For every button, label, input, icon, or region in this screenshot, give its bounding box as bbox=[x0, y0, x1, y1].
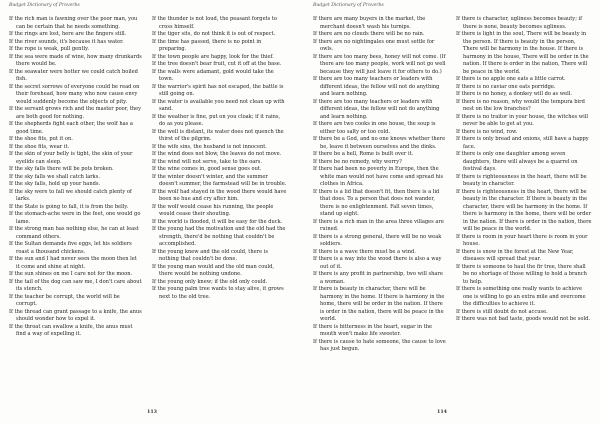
proverb-entry: If there is character, ugliness becomes beauty; if there is none, beauty becomes ugliness. bbox=[456, 16, 583, 30]
proverb-entry: If the skin of your belly is tight, the skin of your eyelids can sleep. bbox=[9, 151, 133, 165]
proverb-entry: If there are too many bees, honey will not come. (If there are too many people, work will not go well because they will just leave it for others to do.) bbox=[313, 53, 446, 75]
proverb-entry: If the young had the motivation and the old had the strength, there'd be nothing that couldn't be accomplished. bbox=[152, 226, 286, 247]
proverb-entry: If there is room in your heart there is room in your house. bbox=[456, 233, 588, 247]
proverb-entry: If the thunder is not loud, the peasant forgets to cross himself. bbox=[152, 16, 277, 30]
proverb-entry: If the wine comes in, good sense goes out. bbox=[152, 166, 262, 172]
proverb-entry: If the stomach-ache were in the feet, one would go lame. bbox=[9, 211, 141, 225]
proverb-entry: If there is righteousness in the heart, there will be beauty in the character. If there is beauty in the character, there will be harmony in the home. If there is harmony in the home, there will be order in the nation. If there is order in the nation, there will be peace in the world. bbox=[456, 188, 592, 232]
proverb-entry: If the young man would and the old man could, there would be nothing undone. bbox=[152, 263, 275, 277]
proverb-entry: If there is no traitor in your house, the witches will never be able to get at you. bbox=[456, 113, 588, 127]
proverb-entry: If there be a God, and no one knows whether there be, leave it between ourselves and the dinks. bbox=[313, 136, 446, 150]
proverb-entry: If there is only one daughter among seven daughters, there will always be a quarrel on festival days. bbox=[456, 151, 578, 172]
proverb-entry: If the shoe fits, wear it. bbox=[9, 143, 70, 150]
proverb-entry: If there is a lid that doesn't fit, then there is a lid that does. To a person that does not wander, there is no enlightenment. Fall seven times, stand up eight. bbox=[313, 188, 440, 217]
proverb-entry: If the sun shines on me I care not for the moon. bbox=[9, 271, 133, 277]
proverb-entry: If the secret sorrows of everyone could be read on their forehead, how many who now cause envy would suddenly become the objects of pity. bbox=[9, 83, 140, 105]
right-page bbox=[300, 0, 600, 424]
proverb-entry: If the wolf would cease his running, the people would cease their shouting. bbox=[152, 203, 274, 217]
proverb-entry: If there is no honey, a donkey will do as well. bbox=[456, 91, 573, 97]
proverb-entry: If there is a strong general, there will be no weak soldiers. bbox=[313, 233, 442, 247]
right-page-column-1 bbox=[313, 16, 446, 354]
proverb-entry: If the tiger sits, do not think it is out of respect. bbox=[152, 31, 276, 37]
left-page-column-2 bbox=[152, 16, 287, 301]
proverb-entry: If there is no apple one eats a little carrot. bbox=[456, 76, 566, 82]
proverb-entry: If the rich man is fawning over the poor man, you can be certain that he needs something. bbox=[9, 16, 138, 30]
proverb-entry: If the time has passed, there is no point in preparing. bbox=[152, 38, 262, 52]
left-page-column-1 bbox=[9, 16, 142, 339]
proverb-entry: If the sky falls, hold up your hands. bbox=[9, 181, 101, 187]
proverb-entry: If the seawater were hotter we could catch boiled fish. bbox=[9, 68, 138, 82]
proverb-entry: If the wolf had stayed in the wood there would have been no hue and cry after him. bbox=[152, 188, 287, 202]
proverb-entry: If there are too many teachers or leaders with different ideas, the fellow will not do anything and learn nothing. bbox=[313, 98, 440, 120]
proverb-entry: If the sun and I had never seen the moon then let it come and shine at night. bbox=[9, 256, 137, 270]
proverb-entry: If there be a hell, Rome is built over it. bbox=[313, 151, 414, 157]
proverb-entry: If there are many buyers in the market, the merchant doesn't wash his turnips. bbox=[313, 16, 426, 30]
proverb-entry: If the thread can grant passage to a knife, the anus should wonder how to expel it. bbox=[9, 308, 142, 322]
proverb-entry: If there is light in the soul, There will be beauty in the person. If there is beauty in the person, There will be harmony in the house. If there is harmony in the house, There will be order in the nation. If there is order in the nation, There will be peace in the world. bbox=[456, 31, 589, 75]
proverb-entry: If the winter doesn't winter, and the summer doesn't summer, the farmstead will be in trouble. bbox=[152, 173, 287, 187]
proverb-entry: If the walls were adamant, gold would take the town. bbox=[152, 68, 274, 82]
proverb-entry: If there is still doubt do not accuse. bbox=[456, 308, 548, 315]
proverb-entry: If the rope is weak, pull gently. bbox=[9, 46, 89, 52]
proverb-entry: If there is a way into the wood there is also a way out of it. bbox=[313, 256, 442, 270]
proverb-entry: If there are no clouds there will be no rain. bbox=[313, 31, 425, 37]
proverb-entry: If the Sultan demands five eggs, let his soldiers roast a thousand chickens. bbox=[9, 241, 132, 255]
proverb-entry: If there are two cooks in one house, the soup is either too salty or too cold. bbox=[313, 121, 436, 135]
proverb-entry: If there had been no poverty in Europe, then the white man would not have come and spread his clothes in Africa. bbox=[313, 166, 444, 187]
proverb-entry: If the young knew and the old could, there is nothing that couldn't be done. bbox=[152, 248, 268, 262]
right-page-column-2 bbox=[456, 16, 592, 324]
proverb-entry: If there is a wave there must be a wind. bbox=[313, 248, 416, 255]
proverb-entry: If the water is available you need not clean up with sand. bbox=[152, 98, 285, 112]
proverb-entry: If the servant grows rich and the master poor, they are both good for nothing. bbox=[9, 106, 142, 120]
proverb-entry: If there is something one really wants to achieve one is willing to go an extra mile and overcome the difficulties to achieve it. bbox=[456, 286, 586, 307]
proverb-entry: If the wife sins, the husband is not innocent. bbox=[152, 143, 267, 150]
proverb-entry: If there is cause to hate someone, the cause to love has just begun. bbox=[313, 338, 446, 352]
proverb-entry: If the teacher be corrupt, the world will be corrupt. bbox=[9, 293, 120, 307]
proverb-entry: If the wind will not serve, take to the oars. bbox=[152, 158, 262, 165]
proverb-entry: If there is righteousness in the heart, there will be beauty in character. bbox=[456, 173, 587, 187]
proverb-entry: If the sky falls there will be pots broken. bbox=[9, 166, 114, 172]
proverb-entry: If there is someone to haul the fir tree, there shall be no shortage of those willing to hold a branch to help. bbox=[456, 263, 587, 285]
proverb-entry: If the sky were to fall we should catch plenty of larks. bbox=[9, 188, 132, 202]
proverb-entry: If the State is going to fall, it is from the belly. bbox=[9, 203, 129, 210]
proverb-entry: If there is a rich man in the area three villages are ruined. bbox=[313, 218, 444, 232]
proverb-entry: If the strong man has nothing else, he can at least command others. bbox=[9, 226, 139, 240]
proverb-entry: If there is no caviar one eats porridge. bbox=[456, 83, 556, 90]
proverb-entry: If there is beauty in character, there will be harmony in the home. If there is harmony in the home, there will be order in the nation. If there is order in the nation, there will be peace in the world. bbox=[313, 286, 445, 322]
proverb-entry: If there are no nightingales one must settle for owls. bbox=[313, 38, 435, 52]
proverb-entry: If the tail of the dog can saw me, I don't care about its stench. bbox=[9, 278, 142, 292]
running-header: Budget Dictionary of Proverbs bbox=[313, 3, 384, 8]
proverb-entry: If the shepherds fight each other, the wolf has a good time. bbox=[9, 121, 133, 135]
proverb-entry: If there be no remedy, why worry? bbox=[313, 158, 402, 165]
proverb-entry: If the well is distant, its water does not quench the thirst of the pilgrim. bbox=[152, 128, 284, 142]
proverb-entry: If the weather is fine, put on you cloak; if it rains, do as you please. bbox=[152, 113, 281, 127]
proverb-entry: If the river sounds, it's because it has water. bbox=[9, 38, 124, 45]
proverb-entry: If there is no reason, why would the tempura bird nest on the low branches? bbox=[456, 98, 585, 112]
proverb-entry: If the world is flooded, it will be easy for the duck. bbox=[152, 218, 283, 225]
proverb-entry: If the young only knew; if the old only could. bbox=[152, 278, 268, 285]
proverb-entry: If the warrior's spirit has not escaped, the battle is still going on. bbox=[152, 83, 284, 97]
proverb-entry: If there is no wind, row. bbox=[456, 128, 518, 135]
proverb-entry: If the sea were made of wine, how many drunkards there would be. bbox=[9, 53, 142, 67]
proverb-entry: If the wind does not blow, the leaves do not move. bbox=[152, 151, 282, 157]
proverb-entry: If there is any profit in partnership, two will share a woman. bbox=[313, 271, 443, 285]
proverb-entry: If the sky falls we shall catch larks. bbox=[9, 173, 101, 180]
proverb-entry: If the throat can swallow a knife, the anus must find a way of expelling it. bbox=[9, 323, 133, 337]
page-number: 113 bbox=[147, 409, 158, 415]
proverb-entry: If there are too many teachers or leaders with different ideas, the fellow will not do anything and learn nothing. bbox=[313, 76, 440, 97]
proverb-entry: If there is snow in the forest at the New Year, diseases will spread that year. bbox=[456, 248, 574, 262]
proverb-entry: If the shoe fits, put it on. bbox=[9, 136, 73, 142]
proverb-entry: If the rings are lost, here are the fingers still. bbox=[9, 31, 127, 37]
page-number: 114 bbox=[437, 409, 448, 415]
proverb-entry: If the tree doesn't bear fruit, cut it off at the base. bbox=[152, 61, 282, 67]
proverb-entry: If there is bitterness in the heart, sugar in the mouth won't make life sweeter. bbox=[313, 323, 433, 337]
proverb-entry: If the young palm tree wants to stay alive, it grows next to the old tree. bbox=[152, 286, 284, 300]
proverb-entry: If there is only bread and onions, still have a happy face. bbox=[456, 136, 589, 150]
proverb-entry: If the town people are happy, look for the thief. bbox=[152, 53, 274, 60]
proverb-entry: If there was not bad taste, goods would not be sold. bbox=[456, 316, 590, 322]
running-header: Budget Dictionary of Proverbs bbox=[9, 3, 80, 8]
